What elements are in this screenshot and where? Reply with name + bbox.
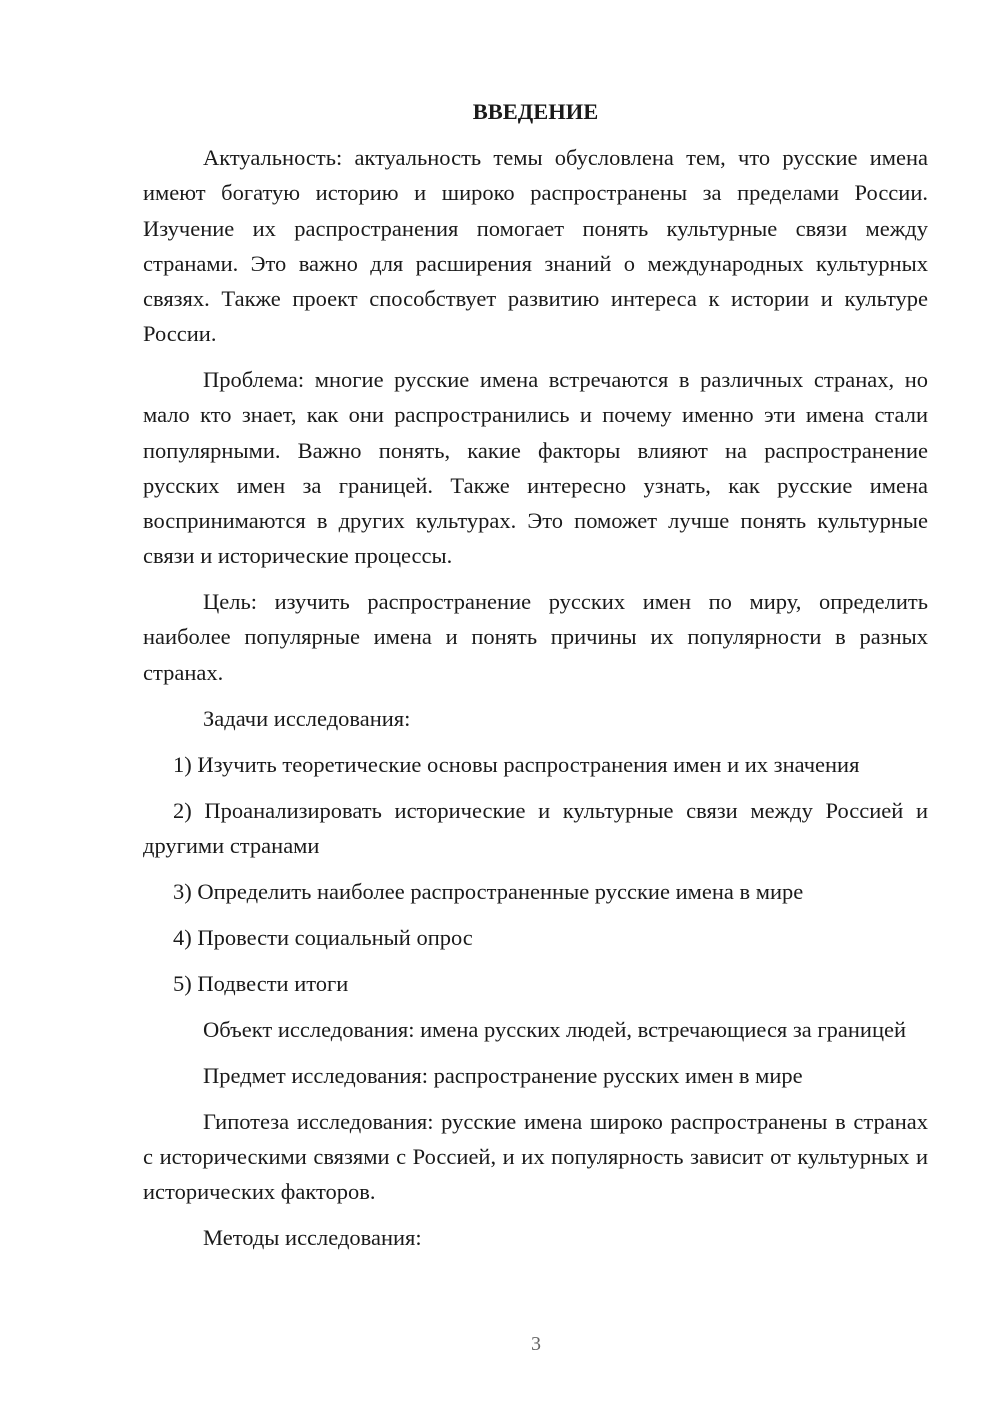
task-item-3: 3) Определить наиболее распространенные русские имена в мире [173,878,804,904]
paragraph-subject: Предмет исследования: распространение русских имен в мире [203,1062,803,1088]
page-content [143,94,928,1266]
paragraph-problem: Проблема: многие русские имена встречаются в различных странах, но мало кто знает, как они распространились и почему именно эти имена стали популярными. Важно понять, какие факторы влияют на распространение русских имен за границей. Также интересно узнать, как русские имена воспринимаются в других культурах. Это поможет лучше понять культурные связи и исторические процессы. [143,367,928,569]
task-item-2: 2) Проанализировать исторические и культурные связи между Россией и другими странами [143,797,928,858]
task-item-1: 1) Изучить теоретические основы распространения имен и их значения [173,751,860,777]
paragraph-object: Объект исследования: имена русских людей, встречающиеся за границей [203,1016,907,1042]
task-item-5: 5) Подвести итоги [173,970,349,996]
paragraph-relevance: Актуальность: актуальность темы обусловлена тем, что русские имена имеют богатую историю и широко распространены за пределами России. Изучение их распространения помогает понять культурные связи между странами. Это важно для расширения знаний о международных культурных связях. Также проект способствует развитию интереса к истории и культуре России. [143,145,928,347]
page-number: 3 [531,1333,541,1355]
paragraph-goal: Цель: изучить распространение русских имен по миру, определить наиболее популярные имена и понять причины их популярности в разных странах. [143,589,928,685]
paragraph-methods: Методы исследования: [203,1225,422,1251]
paragraph-tasks-heading: Задачи исследования: [203,705,411,731]
paragraph-hypothesis: Гипотеза исследования: русские имена широко распространены в странах с историческими связями с Россией, и их популярность зависит от культурных и исторических факторов. [143,1108,928,1205]
task-item-4: 4) Провести социальный опрос [173,924,473,950]
section-title: ВВЕДЕНИЕ [472,99,599,124]
